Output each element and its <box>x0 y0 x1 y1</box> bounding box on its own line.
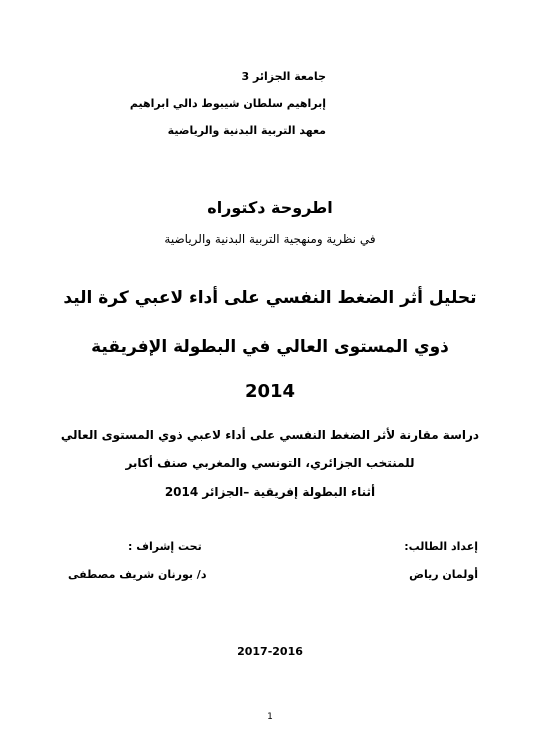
thesis-type: اطروحة دكتوراه <box>207 198 333 217</box>
description-line-2: للمنتخب الجزائري، التونسي والمغربي صنف أكابر <box>125 456 415 470</box>
thesis-title-line-2: ذوي المستوى العالي في البطولة الإفريقية <box>91 337 449 357</box>
supervisor-name: د/ بورنان شريف مصطفى <box>68 568 207 581</box>
prepared-by-label: إعداد الطالب: <box>404 540 478 553</box>
campus-name: إبراهيم سلطان شيبوط دالي ابراهيم <box>129 97 326 110</box>
supervisor-label: تحت إشراف : <box>128 540 202 553</box>
thesis-title-line-1: تحليل أثر الضغط النفسي على أداء لاعبي كرة اليد <box>63 288 477 308</box>
thesis-year: 2014 <box>244 381 296 402</box>
description-line-3: أثناء البطولة إفريقية –الجزائر 2014 <box>164 485 376 499</box>
page-number: 1 <box>267 712 273 722</box>
student-name: أولمان رياض <box>409 568 478 581</box>
thesis-specialty: في نظرية ومنهجية التربية البدنية والرياضية <box>164 232 376 246</box>
description-line-1: دراسة مقارنة لأثر الضغط النفسي على أداء لاعبي ذوي المستوى العالي <box>60 428 480 442</box>
university-name: جامعة الجزائر 3 <box>241 70 326 83</box>
institute-name: معهد التربية البدنية والرياضية <box>167 124 326 137</box>
academic-year: 2017-2016 <box>237 645 303 658</box>
